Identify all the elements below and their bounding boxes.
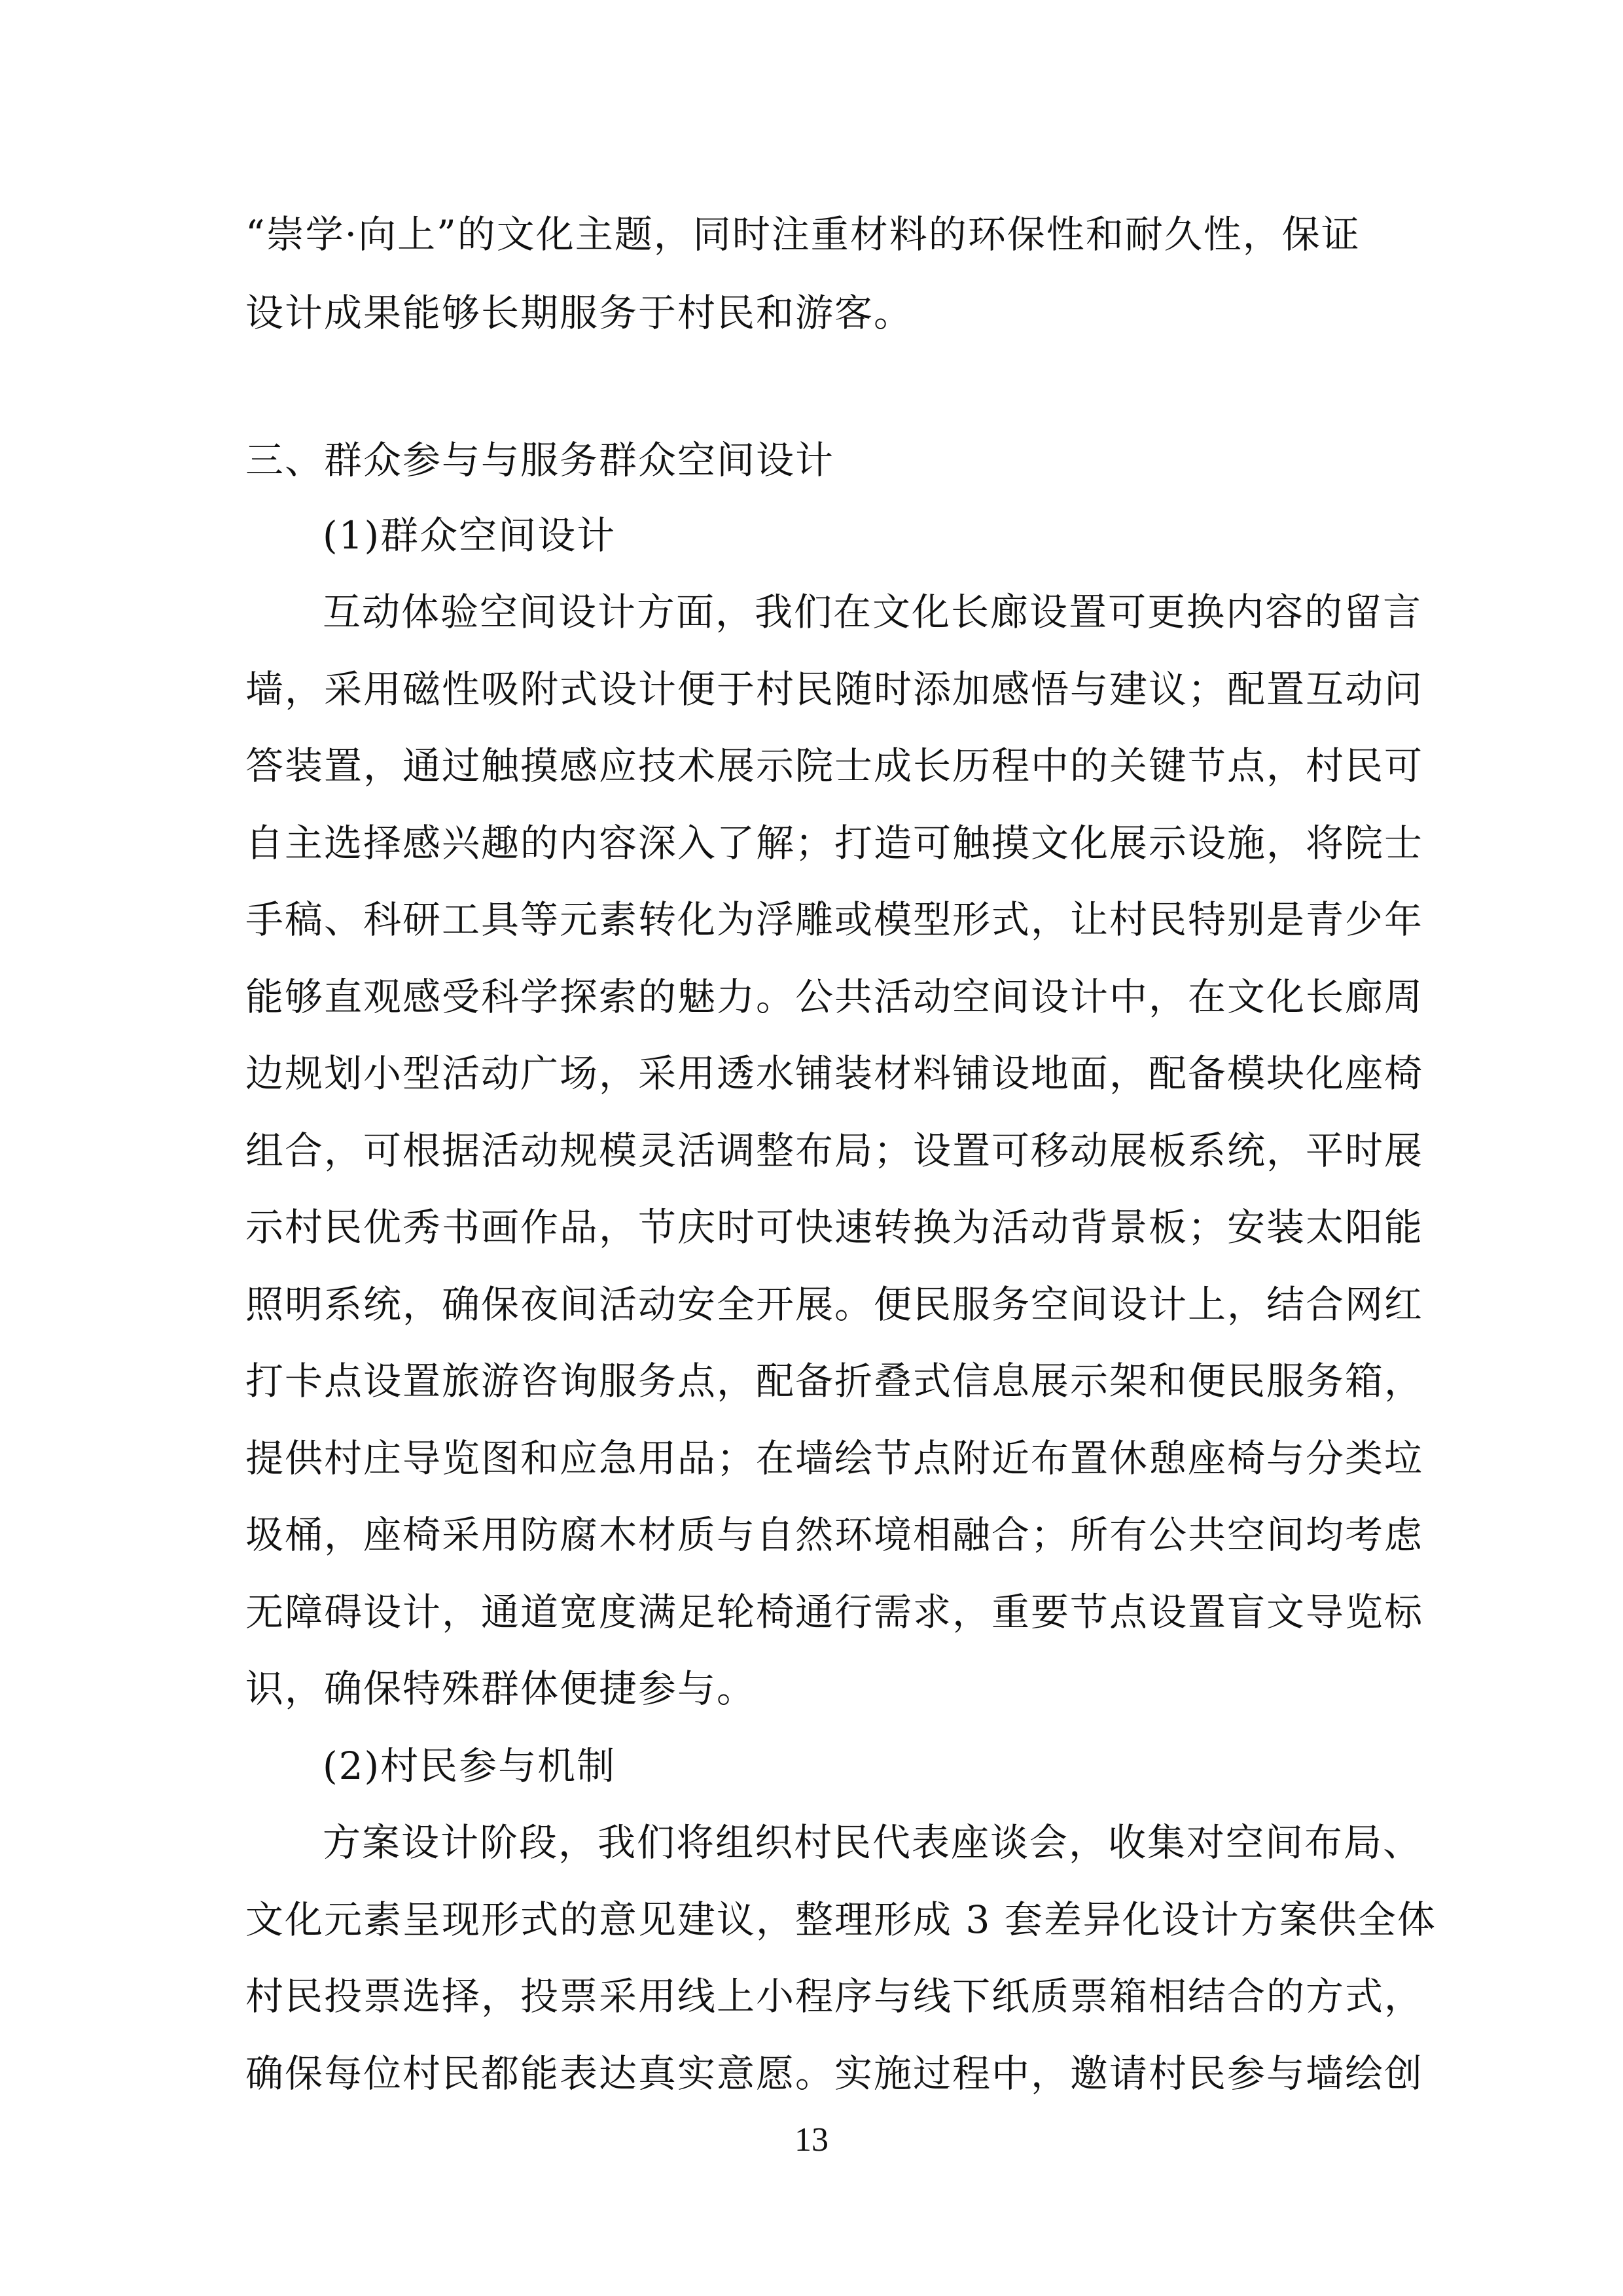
paragraph-line: 示村民优秀书画作品，节庆时可快速转换为活动背景板；安装太阳能 bbox=[245, 1205, 1424, 1249]
paragraph-line: 文化元素呈现形式的意见建议，整理形成 3 套差异化设计方案供全体 bbox=[245, 1897, 1436, 1942]
paragraph-line: 答装置，通过触摸感应技术展示院士成长历程中的关键节点，村民可 bbox=[245, 744, 1424, 788]
paragraph-line: 无障碍设计，通道宽度满足轮椅通行需求，重要节点设置盲文导览标 bbox=[245, 1590, 1424, 1634]
paragraph-line: 组合，可根据活动规模灵活调整布局；设置可移动展板系统，平时展 bbox=[245, 1128, 1424, 1173]
paragraph-line: 识，确保特殊群体便捷参与。 bbox=[245, 1666, 757, 1711]
paragraph-line: 村民投票选择，投票采用线上小程序与线下纸质票箱相结合的方式， bbox=[245, 1974, 1424, 2018]
paragraph-line: 墙，采用磁性吸附式设计便于村民随时添加感悟与建议；配置互动问 bbox=[245, 667, 1424, 711]
text-line: 设计成果能够长期服务于村民和游客。 bbox=[245, 291, 914, 335]
subsection-heading: (1)群众空间设计 bbox=[323, 513, 616, 558]
paragraph-line: 自主选择感兴趣的内容深入了解；打造可触摸文化展示设施，将院士 bbox=[245, 821, 1424, 865]
page-number: 13 bbox=[794, 2121, 829, 2159]
paragraph-line: 确保每位村民都能表达真实意愿。实施过程中，邀请村民参与墙绘创 bbox=[245, 2051, 1424, 2096]
paragraph-line: 边规划小型活动广场，采用透水铺装材料铺设地面，配备模块化座椅 bbox=[245, 1051, 1424, 1096]
paragraph-line: 照明系统，确保夜间活动安全开展。便民服务空间设计上，结合网红 bbox=[245, 1282, 1424, 1327]
text-line: “崇学·向上”的文化主题，同时注重材料的环保性和耐久性，保证 bbox=[245, 212, 1361, 257]
paragraph-line: 能够直观感受科学探索的魅力。公共活动空间设计中，在文化长廊周 bbox=[245, 975, 1424, 1019]
paragraph-line: 提供村庄导览图和应急用品；在墙绘节点附近布置休憩座椅与分类垃 bbox=[245, 1436, 1424, 1480]
paragraph-line: 打卡点设置旅游咨询服务点，配备折叠式信息展示架和便民服务箱， bbox=[245, 1359, 1424, 1403]
paragraph-line: 互动体验空间设计方面，我们在文化长廊设置可更换内容的留言 bbox=[323, 590, 1423, 634]
paragraph-line: 圾桶，座椅采用防腐木材质与自然环境相融合；所有公共空间均考虑 bbox=[245, 1513, 1424, 1557]
section-heading: 三、群众参与与服务群众空间设计 bbox=[245, 438, 835, 482]
subsection-heading: (2)村民参与机制 bbox=[323, 1744, 616, 1788]
paragraph-line: 方案设计阶段，我们将组织村民代表座谈会，收集对空间布局、 bbox=[323, 1820, 1423, 1865]
paragraph-line: 手稿、科研工具等元素转化为浮雕或模型形式，让村民特别是青少年 bbox=[245, 897, 1424, 942]
